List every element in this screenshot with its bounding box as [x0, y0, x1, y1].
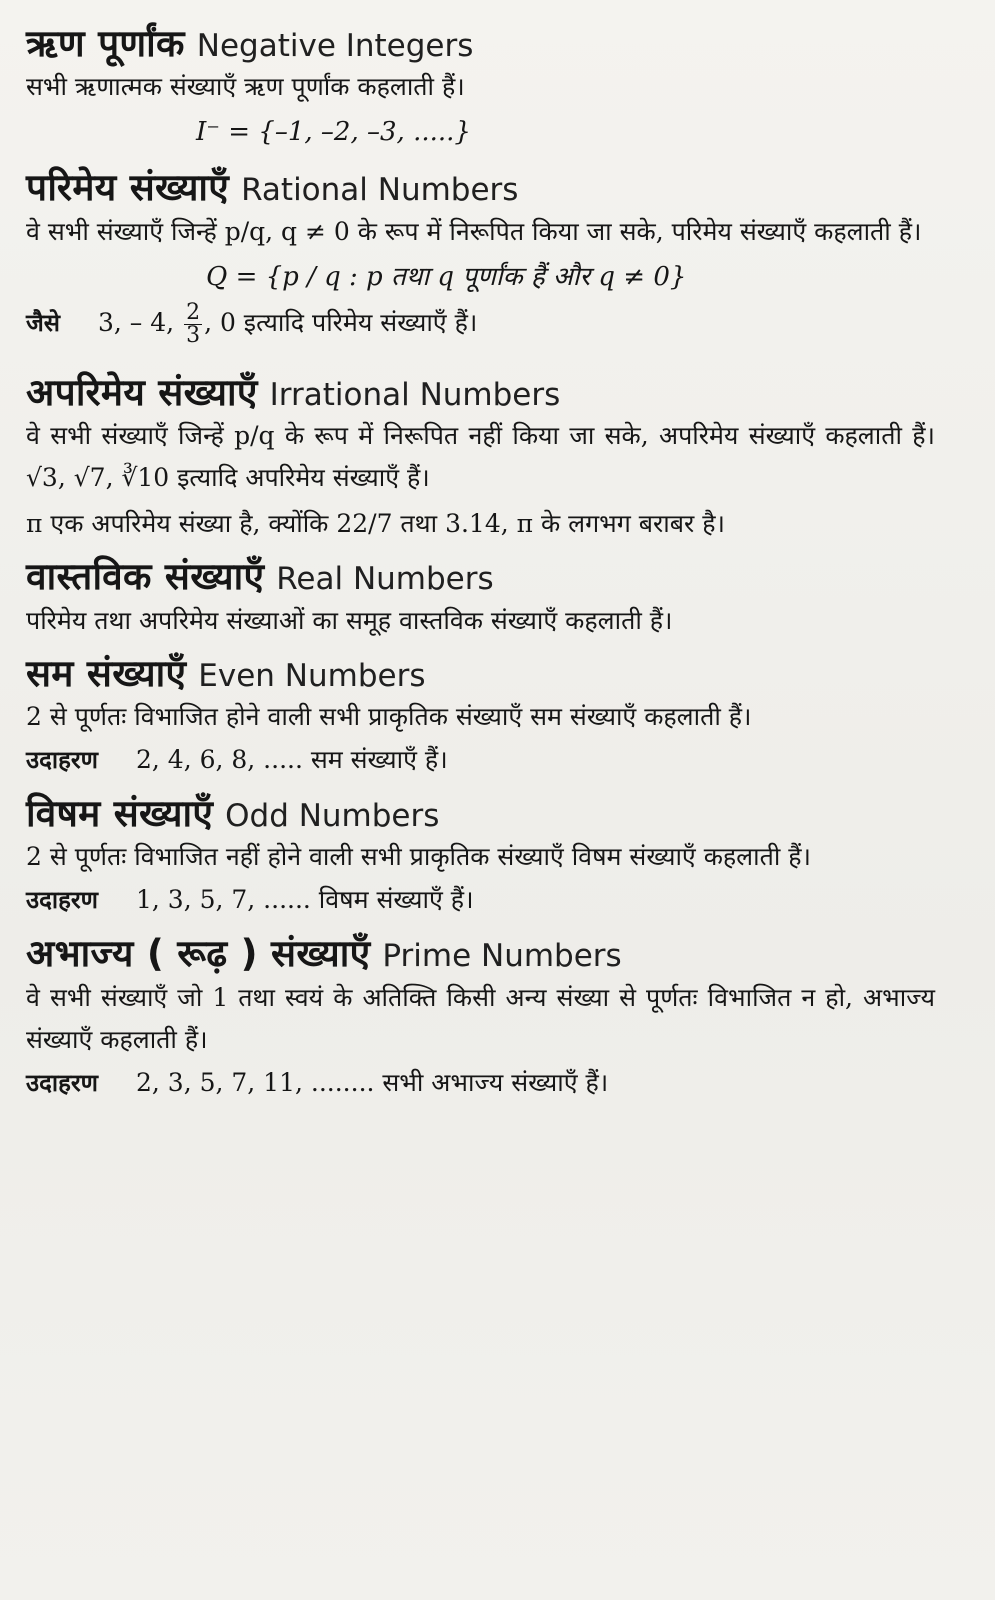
section-even-numbers	[26, 652, 935, 782]
note-text: π एक अपरिमेय संख्या है, क्योंकि 22/7 तथा 3.14, π के लगभग बराबर है।	[26, 509, 725, 539]
heading-english: Odd Numbers	[225, 797, 440, 834]
section-real-numbers	[26, 555, 935, 641]
section-odd-numbers	[26, 792, 935, 922]
heading-english: Even Numbers	[198, 657, 426, 694]
heading-hindi: ऋण पूर्णांक	[26, 22, 185, 65]
definition-text: परिमेय तथा अपरिमेय संख्याओं का समूह वास्तविक संख्याएँ कहलाती हैं।	[26, 605, 673, 635]
section-heading	[26, 792, 935, 836]
heading-english: Rational Numbers	[241, 172, 519, 209]
heading-hindi: परिमेय संख्याएँ	[26, 166, 230, 210]
set-formula: Q = {p / q : p तथा q पूर्णांक हैं और q ≠ 0}	[206, 261, 687, 292]
section-heading	[26, 166, 935, 210]
definition-text: 2 से पूर्णतः विभाजित होने वाली सभी प्राकृतिक संख्याएँ सम संख्याएँ कहलाती हैं।	[26, 701, 752, 731]
example-label: जैसे	[26, 308, 61, 337]
section-negative-integers	[26, 22, 935, 156]
heading-hindi: अपरिमेय संख्याएँ	[26, 370, 258, 414]
section-heading	[26, 652, 935, 696]
heading-hindi: विषम संख्याएँ	[26, 791, 214, 835]
section-prime-numbers	[26, 932, 935, 1104]
example-prefix: 3, – 4,	[98, 307, 175, 337]
example-line	[26, 878, 935, 922]
example-line	[26, 738, 935, 782]
section-heading	[26, 932, 935, 976]
example-label: उदाहरण	[26, 1068, 99, 1097]
example-text: 2, 3, 5, 7, 11, ........ सभी अभाज्य संख्याएँ हैं।	[135, 1067, 609, 1097]
example-text: 2, 4, 6, 8, ..... सम संख्याएँ हैं।	[135, 744, 448, 774]
example-text: 1, 3, 5, 7, ...... विषम संख्याएँ हैं।	[135, 885, 474, 915]
heading-english: Negative Integers	[196, 28, 474, 64]
heading-english: Irrational Numbers	[269, 376, 561, 413]
definition-text: वे सभी संख्याएँ जिन्हें p/q, q ≠ 0 के रूप में निरूपित किया जा सके, परिमेय संख्याएँ कहलाती हैं।	[26, 216, 922, 246]
fraction-numerator: 2	[186, 299, 201, 325]
section-rational-numbers	[26, 166, 935, 346]
example-line	[26, 301, 935, 347]
heading-hindi: अभाज्य ( रूढ़ ) संख्याएँ	[26, 932, 371, 976]
definition-text: सभी ऋणात्मक संख्याएँ ऋण पूर्णांक कहलाती हैं।	[26, 72, 465, 102]
section-irrational-numbers	[26, 371, 935, 545]
example-label: उदाहरण	[26, 886, 99, 915]
example-line	[26, 1061, 935, 1105]
fraction-denominator: 3	[186, 322, 201, 348]
heading-english: Prime Numbers	[382, 938, 622, 975]
definition-text: वे सभी संख्याएँ जिन्हें p/q के रूप में निरूपित नहीं किया जा सके, अपरिमेय संख्याएँ कहलाती हैं। √3, √7, ∛10 इत्यादि अपरिमेय संख्याएँ हैं।	[26, 421, 935, 493]
example-suffix: , 0 इत्यादि परिमेय संख्याएँ हैं।	[204, 307, 478, 337]
heading-hindi: सम संख्याएँ	[26, 651, 187, 695]
heading-hindi: वास्तविक संख्याएँ	[26, 555, 265, 599]
definition-text: वे सभी संख्याएँ जो 1 तथा स्वयं के अतिक्ति किसी अन्य संख्या से पूर्णतः विभाजित न हो, अभाज्य संख्याएँ कहलाती हैं।	[26, 982, 935, 1054]
section-heading	[26, 555, 935, 599]
section-heading	[26, 371, 935, 415]
example-label: उदाहरण	[26, 745, 99, 774]
section-heading	[26, 22, 935, 66]
fraction	[184, 299, 202, 348]
set-formula: I⁻ = {–1, –2, –3, .....}	[196, 117, 471, 148]
definition-text: 2 से पूर्णतः विभाजित नहीं होने वाली सभी प्राकृतिक संख्याएँ विषम संख्याएँ कहलाती हैं।	[26, 842, 812, 872]
heading-english: Real Numbers	[276, 561, 494, 598]
